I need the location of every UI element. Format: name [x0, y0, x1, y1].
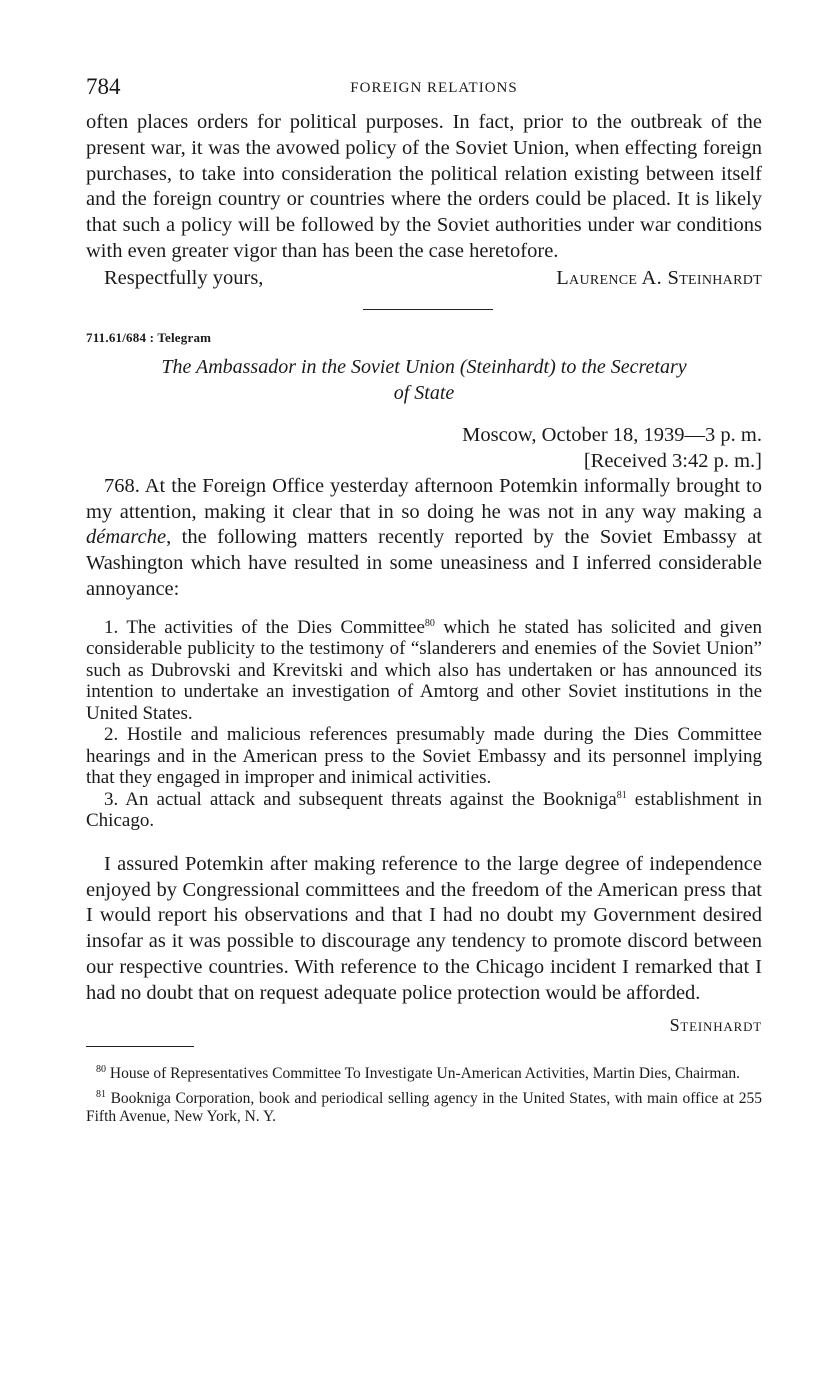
- signature-steinhardt-full: Laurence A. Steinhardt: [556, 266, 762, 289]
- page-number: 784: [86, 74, 121, 99]
- footnote-81: [86, 1086, 762, 1125]
- list-item-1: [86, 617, 762, 725]
- heading-line-2: of State: [393, 381, 455, 404]
- complimentary-close: Respectfully yours,: [104, 266, 264, 289]
- item3-text-b: establishment in Chicago.: [86, 788, 762, 832]
- footnote-80: [86, 1061, 762, 1083]
- para1-text-b: , the following matters recently reported by the Soviet Embassy at Washington which have resulted in some uneasiness and I inferred considerable annoyance:: [86, 526, 762, 600]
- document-heading: [86, 354, 762, 406]
- section-divider: [363, 309, 493, 310]
- item3-text-a: 3. An actual attack and subsequent threats against the Bookniga: [104, 788, 617, 810]
- footnote-80-text: House of Representatives Committee To Investigate Un-American Activities, Martin Dies, Chairman.: [106, 1064, 740, 1082]
- dateline-received: [Received 3:42 p. m.]: [583, 449, 762, 472]
- footnote-ref-81: 81: [616, 789, 627, 801]
- footnote-81-text: Bookniga Corporation, book and periodical selling agency in the United States, with main office at 255 Fifth Avenue, New York, N. Y.: [86, 1090, 762, 1125]
- footnote-81-mark: 81: [96, 1089, 106, 1101]
- running-header: [86, 70, 762, 110]
- previous-letter-closing: [86, 265, 762, 293]
- footnote-divider: [86, 1046, 194, 1047]
- dateline: [86, 422, 762, 474]
- list-item-3: [86, 789, 762, 832]
- footnote-ref-80: 80: [424, 617, 435, 629]
- file-reference: 711.61/684 : Telegram: [86, 329, 212, 345]
- item1-text-a: 1. The activities of the Dies Committee: [104, 616, 425, 638]
- item1-text-b: which he stated has solicited and given considerable publicity to the testimony of “slanderers and enemies of the Soviet Union” such as Dubrovski and Krevitski and which also has undertaken or has announced its intention to undertake an investigation of Amtorg and other Soviet institutions in the United States.: [86, 616, 762, 724]
- document-page: [86, 70, 762, 1129]
- footnote-80-mark: 80: [96, 1063, 106, 1075]
- telegram-paragraph-1: [86, 474, 762, 603]
- telegram-paragraph-2: I assured Potemkin after making reference to the large degree of independence enjoyed by Congressional committees and the freedom of the American press that I would report his observations and that I had no doubt my Government desired insofar as it was possible to discourage any tendency to promote discord between our respective countries. With reference to the Chicago incident I remarked that I had no doubt that on request adequate police protection would be afforded.: [86, 852, 762, 1004]
- para1-italic-demarche: démarche: [86, 526, 167, 549]
- heading-line-1: The Ambassador in the Soviet Union (Steinhardt) to the Secretary: [161, 355, 687, 378]
- running-title: FOREIGN RELATIONS: [350, 80, 518, 96]
- para1-text-a: 768. At the Foreign Office yesterday afternoon Potemkin informally brought to my attention, making it clear that in so doing he was not in any way making a: [86, 474, 762, 523]
- dateline-place-date: Moscow, October 18, 1939—3 p. m.: [462, 423, 762, 446]
- previous-letter-body: often places orders for political purposes. In fact, prior to the outbreak of the present war, it was the avowed policy of the Soviet Union, when effecting foreign purchases, to take into consideration the political relation existing between itself and the foreign country or countries where the orders could be placed. It is likely that such a policy will be followed by the Soviet authorities under war conditions with even greater vigor than has been the case heretofore.: [86, 111, 762, 262]
- numbered-list: [86, 617, 762, 832]
- signature-steinhardt: Steinhardt: [669, 1014, 762, 1035]
- footnotes: [86, 1061, 762, 1126]
- list-item-2: 2. Hostile and malicious references presumably made during the Dies Committee hearings and in the American press to the Soviet Embassy and its personnel implying that they engaged in improper and inimical activities.: [86, 724, 762, 789]
